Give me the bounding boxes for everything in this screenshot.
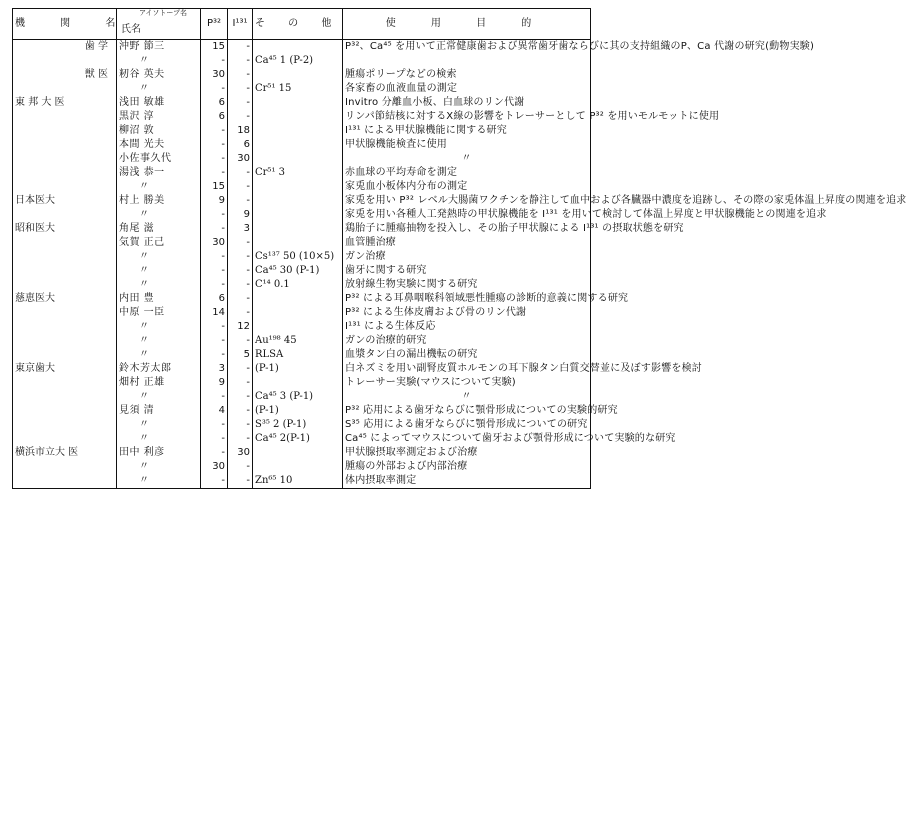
other-isotope-cell: Cr⁵¹ 3 (253, 166, 343, 180)
institution-cell (13, 334, 117, 348)
p32-amount-cell: 9 (201, 376, 228, 390)
institution-cell (13, 208, 117, 222)
researcher-cell: 〃 (117, 418, 201, 432)
researcher-cell: 小佐事久代 (117, 152, 201, 166)
other-isotope-cell (253, 446, 343, 460)
i131-amount-cell: - (228, 264, 253, 278)
i131-amount-cell: 6 (228, 138, 253, 152)
researcher-cell: 〃 (117, 474, 201, 489)
purpose-cell: 甲状腺摂取率測定および治療 (343, 446, 591, 460)
p32-amount-cell: 6 (201, 96, 228, 110)
p32-amount-cell: 6 (201, 110, 228, 124)
other-isotope-cell: Cr⁵¹ 15 (253, 82, 343, 96)
other-isotope-cell (253, 320, 343, 334)
p32-amount-cell: 14 (201, 306, 228, 320)
table-row (13, 208, 591, 222)
other-isotope-cell: S³⁵ 2 (P-1) (253, 418, 343, 432)
purpose-cell (343, 54, 591, 68)
researcher-cell: 沖野 節三 (117, 40, 201, 55)
purpose-cell: 家兎血小板体内分布の測定 (343, 180, 591, 194)
table-row (13, 306, 591, 320)
i131-amount-cell: 18 (228, 124, 253, 138)
institution-cell (13, 152, 117, 166)
institution-cell (13, 138, 117, 152)
institution-cell (13, 348, 117, 362)
p32-amount-cell: - (201, 138, 228, 152)
p32-amount-cell: 30 (201, 236, 228, 250)
other-isotope-cell (253, 194, 343, 208)
p32-amount-cell: - (201, 320, 228, 334)
researcher-cell: 〃 (117, 250, 201, 264)
table-body (13, 40, 907, 489)
i131-amount-cell: - (228, 68, 253, 82)
p32-amount-cell: 15 (201, 180, 228, 194)
purpose-cell: P³²、Ca⁴⁵ を用いて正常健康歯および異常歯牙歯ならびに其の支持組織のP、Ca 代謝の研究(動物実験) (343, 40, 591, 55)
researcher-cell: 〃 (117, 208, 201, 222)
p32-amount-cell: - (201, 54, 228, 68)
purpose-cell: 白ネズミを用い副腎皮質ホルモンの耳下腺タン白質交替並に及ぼす影響を検討 (343, 362, 591, 376)
i131-amount-cell: - (228, 278, 253, 292)
researcher-cell: 〃 (117, 432, 201, 446)
purpose-cell: 甲状腺機能検査に使用 (343, 138, 591, 152)
table-row (13, 446, 591, 460)
table-row (13, 460, 591, 474)
institution-cell: 獣 医 (13, 68, 117, 82)
i131-amount-cell: - (228, 362, 253, 376)
researcher-cell: 黒沢 淳 (117, 110, 201, 124)
institution-cell (13, 180, 117, 194)
other-isotope-cell (253, 180, 343, 194)
p32-amount-cell: 30 (201, 460, 228, 474)
purpose-cell: P³² 応用による歯牙ならびに顎骨形成についての実験的研究 (343, 404, 591, 418)
purpose-cell: 血管腫治療 (343, 236, 591, 250)
researcher-cell: 〃 (117, 334, 201, 348)
table-row (13, 264, 591, 278)
p32-amount-cell: 3 (201, 362, 228, 376)
table-row (13, 292, 591, 306)
researcher-cell: 〃 (117, 278, 201, 292)
purpose-cell: Invitro 分離血小板、白血球のリン代謝 (343, 96, 591, 110)
other-isotope-cell: (P-1) (253, 362, 343, 376)
researcher-cell: 〃 (117, 348, 201, 362)
researcher-cell: 〃 (117, 320, 201, 334)
institution-cell: 日本医大 (13, 194, 117, 208)
researcher-cell: 〃 (117, 264, 201, 278)
table-row (13, 348, 591, 362)
i131-amount-cell: - (228, 250, 253, 264)
i131-amount-cell: - (228, 432, 253, 446)
p32-amount-cell: - (201, 278, 228, 292)
table-row (13, 222, 591, 236)
table-row (13, 334, 591, 348)
researcher-cell: 本間 光夫 (117, 138, 201, 152)
institution-cell (13, 418, 117, 432)
p32-amount-cell: - (201, 264, 228, 278)
researcher-cell: 〃 (117, 460, 201, 474)
i131-amount-cell: - (228, 460, 253, 474)
p32-amount-cell: - (201, 418, 228, 432)
other-isotope-cell (253, 40, 343, 55)
institution-cell (13, 306, 117, 320)
table-row (13, 138, 591, 152)
table-row (13, 96, 591, 110)
table-row (13, 236, 591, 250)
p32-amount-cell: 6 (201, 292, 228, 306)
table-row (13, 320, 591, 334)
researcher-cell: 〃 (117, 180, 201, 194)
table-row (13, 54, 591, 68)
table-row (13, 376, 591, 390)
other-isotope-cell (253, 208, 343, 222)
i131-amount-cell: 12 (228, 320, 253, 334)
i131-amount-cell: - (228, 166, 253, 180)
p32-amount-cell: - (201, 474, 228, 489)
purpose-cell: 歯牙に関する研究 (343, 264, 591, 278)
i131-amount-cell: - (228, 96, 253, 110)
i131-amount-cell: - (228, 334, 253, 348)
i131-amount-cell: - (228, 390, 253, 404)
table-row (13, 390, 591, 404)
other-isotope-cell: RLSA (253, 348, 343, 362)
other-isotope-cell: Ca⁴⁵ 3 (P-1) (253, 390, 343, 404)
other-isotope-cell (253, 152, 343, 166)
purpose-cell: 赤血球の平均寿命を測定 (343, 166, 591, 180)
i131-amount-cell: - (228, 418, 253, 432)
i131-amount-cell: - (228, 236, 253, 250)
i131-amount-cell: 5 (228, 348, 253, 362)
purpose-cell: 腫瘍の外部および内部治療 (343, 460, 591, 474)
purpose-cell: ガン治療 (343, 250, 591, 264)
table-header (13, 9, 591, 40)
researcher-cell: 見須 清 (117, 404, 201, 418)
i131-amount-cell: - (228, 82, 253, 96)
institution-cell (13, 320, 117, 334)
institution-cell: 横浜市立大 医 (13, 446, 117, 460)
other-isotope-cell (253, 376, 343, 390)
table-row (13, 166, 591, 180)
other-isotope-cell: Cs¹³⁷ 50 (10×5) (253, 250, 343, 264)
other-isotope-cell (253, 460, 343, 474)
researcher-cell: 湯浅 恭一 (117, 166, 201, 180)
table-row (13, 110, 591, 124)
table-row (13, 278, 591, 292)
header-other: そ の 他 (253, 9, 343, 40)
p32-amount-cell: - (201, 82, 228, 96)
institution-cell: 東 邦 大 医 (13, 96, 117, 110)
header-purpose: 使 用 目 的 (343, 9, 591, 40)
researcher-cell: 〃 (117, 82, 201, 96)
purpose-cell: ガンの治療的研究 (343, 334, 591, 348)
purpose-cell: P³² による生体皮膚および骨のリン代謝 (343, 306, 591, 320)
researcher-cell: 〃 (117, 54, 201, 68)
institution-cell: 慈恵医大 (13, 292, 117, 306)
researcher-cell: 畑村 正雄 (117, 376, 201, 390)
purpose-cell: 腫瘍ポリープなどの検索 (343, 68, 591, 82)
researcher-cell: 角尾 滋 (117, 222, 201, 236)
other-isotope-cell: Zn⁶⁵ 10 (253, 474, 343, 489)
purpose-cell: 〃 (343, 152, 591, 166)
table-row (13, 40, 591, 55)
table-row (13, 474, 591, 489)
i131-amount-cell: - (228, 306, 253, 320)
institution-cell (13, 460, 117, 474)
table-row (13, 404, 591, 418)
institution-cell (13, 166, 117, 180)
i131-amount-cell: - (228, 292, 253, 306)
purpose-cell: リンパ節結核に対するX線の影響をトレーサーとして P³² を用いモルモットに使用 (343, 110, 591, 124)
purpose-cell: トレーサー実験(マウスについて実験) (343, 376, 591, 390)
p32-amount-cell: 4 (201, 404, 228, 418)
p32-amount-cell: 15 (201, 40, 228, 55)
purpose-cell: 家兎を用い各種人工発熱時の甲状腺機能を I¹³¹ を用いて検討して体温上昇度と甲状腺機能との関連を追求 (343, 208, 591, 222)
p32-amount-cell: - (201, 446, 228, 460)
researcher-cell: 〃 (117, 390, 201, 404)
p32-amount-cell: - (201, 166, 228, 180)
table-row (13, 82, 591, 96)
table-row (13, 432, 591, 446)
institution-cell: 歯 学 (13, 40, 117, 55)
i131-amount-cell: 30 (228, 446, 253, 460)
institution-cell (13, 404, 117, 418)
p32-amount-cell: - (201, 222, 228, 236)
other-isotope-cell: Ca⁴⁵ 2(P-1) (253, 432, 343, 446)
p32-amount-cell: - (201, 208, 228, 222)
p32-amount-cell: - (201, 152, 228, 166)
header-org: 機 関 名 (13, 9, 117, 40)
table-row (13, 194, 591, 208)
other-isotope-cell: C¹⁴ 0.1 (253, 278, 343, 292)
other-isotope-cell (253, 68, 343, 82)
table-row (13, 152, 591, 166)
i131-amount-cell: - (228, 180, 253, 194)
researcher-cell: 中原 一臣 (117, 306, 201, 320)
other-isotope-cell (253, 96, 343, 110)
table-row (13, 180, 591, 194)
other-isotope-cell: Ca⁴⁵ 1 (P-2) (253, 54, 343, 68)
i131-amount-cell: - (228, 40, 253, 55)
p32-amount-cell: 30 (201, 68, 228, 82)
p32-amount-cell: - (201, 432, 228, 446)
p32-amount-cell: - (201, 334, 228, 348)
other-isotope-cell: Au¹⁹⁸ 45 (253, 334, 343, 348)
i131-amount-cell: 3 (228, 222, 253, 236)
institution-cell (13, 110, 117, 124)
table-row (13, 250, 591, 264)
institution-cell (13, 250, 117, 264)
purpose-cell: S³⁵ 応用による歯牙ならびに顎骨形成についての研究 (343, 418, 591, 432)
institution-cell (13, 54, 117, 68)
researcher-cell: 気賀 正己 (117, 236, 201, 250)
i131-amount-cell: - (228, 404, 253, 418)
p32-amount-cell: - (201, 390, 228, 404)
purpose-cell: 家兎を用い P³² レベル大腸菌ワクチンを静注して血中および各臓器中濃度を追跡し、その際の家兎体温上昇度の関連を追求 (343, 194, 591, 208)
institution-cell (13, 390, 117, 404)
table-row (13, 418, 591, 432)
purpose-cell: 放射線生物実験に関する研究 (343, 278, 591, 292)
table-row (13, 68, 591, 82)
p32-amount-cell: - (201, 250, 228, 264)
p32-amount-cell: 9 (201, 194, 228, 208)
i131-amount-cell: - (228, 54, 253, 68)
purpose-cell: 血漿タン白の漏出機転の研究 (343, 348, 591, 362)
institution-cell (13, 432, 117, 446)
i131-amount-cell: 9 (228, 208, 253, 222)
purpose-cell: 体内摂取率測定 (343, 474, 591, 489)
purpose-cell: 〃 (343, 390, 591, 404)
other-isotope-cell: Ca⁴⁵ 30 (P-1) (253, 264, 343, 278)
header-p32: P³² (201, 9, 228, 40)
purpose-cell: 鶏胎子に腫瘍抽物を投入し、その胎子甲状腺による I¹³¹ の摂取状態を研究 (343, 222, 591, 236)
purpose-cell: P³² による耳鼻咽喉科領域悪性腫瘍の診断的意義に関する研究 (343, 292, 591, 306)
researcher-cell: 田中 利彦 (117, 446, 201, 460)
i131-amount-cell: - (228, 474, 253, 489)
institution-cell (13, 278, 117, 292)
i131-amount-cell: - (228, 110, 253, 124)
institution-cell (13, 264, 117, 278)
institution-cell (13, 124, 117, 138)
other-isotope-cell (253, 110, 343, 124)
i131-amount-cell: - (228, 194, 253, 208)
purpose-cell: 各家畜の血液血量の測定 (343, 82, 591, 96)
purpose-cell: I¹³¹ による甲状腺機能に関する研究 (343, 124, 591, 138)
researcher-cell: 村上 勝美 (117, 194, 201, 208)
institution-cell: 東京歯大 (13, 362, 117, 376)
other-isotope-cell (253, 138, 343, 152)
table-row (13, 124, 591, 138)
header-isotope-label: アイソトープ名 (139, 9, 188, 17)
i131-amount-cell: - (228, 376, 253, 390)
other-isotope-cell (253, 236, 343, 250)
header-i131: I¹³¹ (228, 9, 253, 40)
researcher-cell: 浅田 敏雄 (117, 96, 201, 110)
radioisotope-usage-table (12, 8, 907, 489)
purpose-cell: Ca⁴⁵ によってマウスについて歯牙および顎骨形成について実験的な研究 (343, 432, 591, 446)
purpose-cell: I¹³¹ による生体反応 (343, 320, 591, 334)
header-name (117, 9, 201, 40)
institution-cell (13, 236, 117, 250)
p32-amount-cell: - (201, 124, 228, 138)
institution-cell (13, 376, 117, 390)
researcher-cell: 鈴木芳太郎 (117, 362, 201, 376)
other-isotope-cell (253, 222, 343, 236)
header-name-label: 氏名 (121, 24, 141, 35)
institution-cell (13, 474, 117, 489)
institution-cell (13, 82, 117, 96)
table-row (13, 362, 591, 376)
other-isotope-cell: (P-1) (253, 404, 343, 418)
researcher-cell: 籾谷 英夫 (117, 68, 201, 82)
other-isotope-cell (253, 292, 343, 306)
other-isotope-cell (253, 306, 343, 320)
p32-amount-cell: - (201, 348, 228, 362)
researcher-cell: 柳沼 敦 (117, 124, 201, 138)
institution-cell: 昭和医大 (13, 222, 117, 236)
i131-amount-cell: 30 (228, 152, 253, 166)
other-isotope-cell (253, 124, 343, 138)
researcher-cell: 内田 豊 (117, 292, 201, 306)
